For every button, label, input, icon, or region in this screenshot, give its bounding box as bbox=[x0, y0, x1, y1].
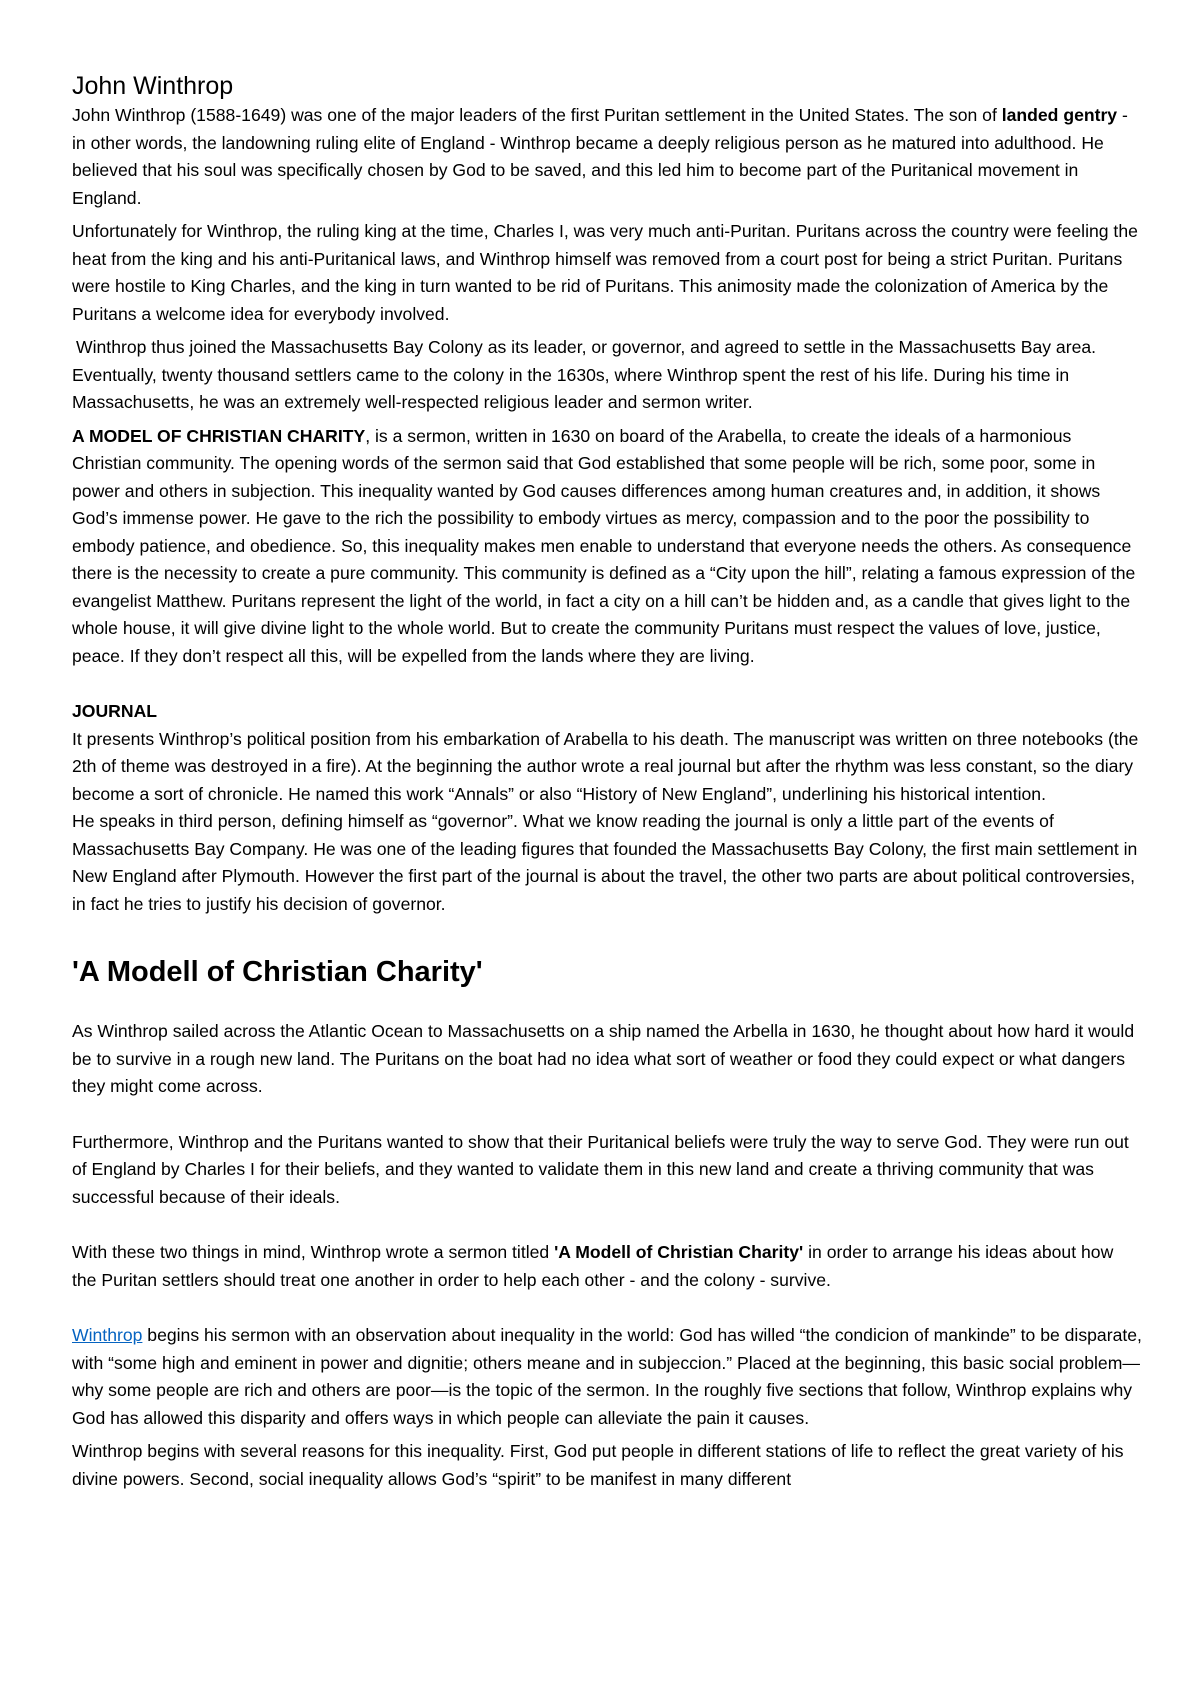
modell-p3-text-a: With these two things in mind, Winthrop wrote a sermon titled bbox=[72, 1242, 555, 1262]
intro-paragraph-4 bbox=[72, 423, 1142, 671]
intro-paragraph-2: Unfortunately for Winthrop, the ruling king at the time, Charles I, was very much anti-Puritan. Puritans across the country were feeling the heat from the king and his anti-Puritanical laws, and Winthrop himself was removed from a court post for being a strict Puritan. Puritans were hostile to King Charles, and the king in turn wanted to be rid of Puritans. This animosity made the colonization of America by the Puritans a welcome idea for everybody involved. bbox=[72, 221, 1138, 324]
journal-heading: JOURNAL bbox=[72, 701, 158, 721]
modell-p3-text-b: in order to arrange his ideas about how the Puritan settlers should treat one another in order to help each other - and the colony - survive. bbox=[72, 1242, 1114, 1290]
winthrop-link[interactable]: Winthrop bbox=[72, 1325, 143, 1345]
modell-heading: 'A Modell of Christian Charity' bbox=[72, 956, 483, 988]
modell-paragraph-2: Furthermore, Winthrop and the Puritans wanted to show that their Puritanical beliefs were truly the way to serve God. They were run out of England by Charles I for their beliefs, and they wanted to validate them in this new land and create a thriving community that was successful because of their ideals. bbox=[72, 1131, 1129, 1207]
document-page bbox=[72, 70, 1142, 1493]
modell-paragraph-3 bbox=[72, 1239, 1142, 1294]
modell-p4-text: begins his sermon with an observation about inequality in the world: God has willed “the condicion of mankinde” to be disparate, with “some high and eminent in power and dignitie; others meane and in subjeccion.” Placed at the beginning, this basic social problem—why some people are rich and others are poor—is the topic of the sermon. In the roughly five sections that follow, Winthrop explains why God has allowed this disparity and offers ways in which people can alleviate the pain it causes. bbox=[72, 1325, 1142, 1428]
intro-p1-text-b: - in other words, the landowning ruling elite of England - Winthrop became a deeply religious person as he matured into adulthood. He believed that his soul was specifically chosen by God to be saved, and this led him to become part of the Puritanical movement in England. bbox=[72, 105, 1128, 208]
intro-paragraph-3: Winthrop thus joined the Massachusetts Bay Colony as its leader, or governor, and agreed to settle in the Massachusetts Bay area. Eventually, twenty thousand settlers came to the colony in the 1630s, where Winthrop spent the rest of his life. During his time in Massachusetts, he was an extremely well-respected religious leader and sermon writer. bbox=[72, 337, 1097, 412]
intro-p1-text-a: John Winthrop (1588-1649) was one of the major leaders of the first Puritan settlement in the United States. The son of bbox=[72, 105, 1002, 125]
intro-p4-text: , is a sermon, written in 1630 on board of the Arabella, to create the ideals of a harmonious Christian community. The opening words of the sermon said that God established that some people will be rich, some poor, some in power and others in subjection. This inequality wanted by God causes differences among human creatures and, in addition, it shows God’s immense power. He gave to the rich the possibility to embody virtues as mercy, compassion and to the poor the possibility to embody patience, and obedience. So, this inequality makes men enable to understand that everyone needs the others. As consequence there is the necessity to create a pure community. This community is defined as a “City upon the hill”, relating a famous expression of the evangelist Matthew. Puritans represent the light of the world, in fact a city on a hill can’t be hidden and, as a candle that gives light to the whole house, it will give divine light to the whole world. But to create the community Puritans must respect the values of love, justice, peace. If they don’t respect all this, will be expelled from the lands where they are living. bbox=[72, 425, 1136, 666]
modell-paragraph-1: As Winthrop sailed across the Atlantic Ocean to Massachusetts on a ship named the Arbella in 1630, he thought about how hard it would be to survive in a rough new land. The Puritans on the boat had no idea what sort of weather or food they could expect or what dangers they might come across. bbox=[72, 1021, 1135, 1096]
landed-gentry-bold: landed gentry bbox=[1001, 105, 1118, 125]
model-title-bold: A MODEL OF CHRISTIAN CHARITY bbox=[72, 425, 366, 446]
modell-paragraph-5: Winthrop begins with several reasons for this inequality. First, God put people in different stations of life to reflect the great variety of his divine powers. Second, social inequality allows God’s “spirit” to be manifest in many different bbox=[72, 1441, 1124, 1489]
journal-paragraph-2: He speaks in third person, defining himself as “governor”. What we know reading the journal is only a little part of the events of Massachusetts Bay Company. He was one of the leading figures that founded the Massachusetts Bay Colony, the first main settlement in New England after Plymouth. However the first part of the journal is about the travel, the other two parts are about political controversies, in fact he tries to justify his decision of governor. bbox=[72, 811, 1138, 914]
modell-paragraph-4 bbox=[72, 1322, 1142, 1432]
intro-paragraph-1 bbox=[72, 102, 1142, 212]
page-title: John Winthrop bbox=[72, 72, 234, 100]
modell-title-bold: 'A Modell of Christian Charity' bbox=[554, 1242, 804, 1262]
journal-paragraph-1: It presents Winthrop’s political position from his embarkation of Arabella to his death. The manuscript was written on three notebooks (the 2th of theme was destroyed in a fire). At the beginning the author wrote a real journal but after the rhythm was less constant, so the diary become a sort of chronicle. He named this work “Annals” or also “History of New England”, underlining his historical intention. bbox=[72, 728, 1139, 804]
